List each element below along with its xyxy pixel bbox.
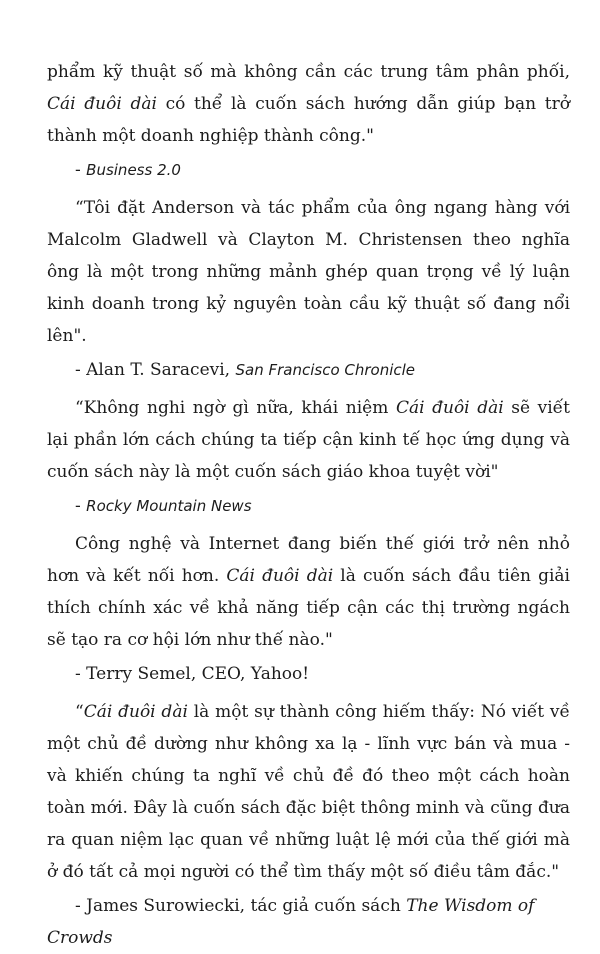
book-title-italic: Cái đuôi dài — [47, 94, 157, 114]
quote-attribution-4: - Terry Semel, CEO, Yahoo! — [75, 664, 310, 684]
quote-paragraph-1: phẩm kỹ thuật số mà không cần các trung tâm phân phối, Cái đuôi dài có thể là cuốn sách hướng dẫn giúp bạn trở thành một doanh nghiệp thành công." — [47, 62, 570, 146]
book-title-italic: The Wisdom of Crowds — [47, 896, 535, 948]
quote-attribution-2: - Alan T. Saracevi, San Francisco Chronicle — [75, 360, 416, 380]
quote-attribution-1: - Business 2.0 — [75, 160, 181, 180]
quote-paragraph-2: “Tôi đặt Anderson và tác phẩm của ông ngang hàng với Malcolm Gladwell và Clayton M. Christensen theo nghĩa ông là một trong những mảnh ghép quan trọng về lý luận kinh doanh trong kỷ nguyên toàn cầu kỹ thuật số đang nổi lên". — [47, 198, 570, 346]
book-title-italic: Cái đuôi dài — [226, 566, 334, 586]
quote-paragraph-3: “Không nghi ngờ gì nữa, khái niệm Cái đuôi dài sẽ viết lại phần lớn cách chúng ta tiếp cận kinh tế học ứng dụng và cuốn sách này là một cuốn sách giáo khoa tuyệt vời" — [47, 398, 570, 482]
quote-attribution-3: - Rocky Mountain News — [75, 496, 252, 516]
quote-attribution-5: - James Surowiecki, tác giả cuốn sách The Wisdom of Crowds — [47, 896, 535, 948]
book-title-italic: Cái đuôi dài — [83, 702, 188, 722]
quote-paragraph-4: Công nghệ và Internet đang biến thế giới trở nên nhỏ hơn và kết nối hơn. Cái đuôi dài là cuốn sách đầu tiên giải thích chính xác về khả năng tiếp cận các thị trường ngách sẽ tạo ra cơ hội lớn như thế nào." — [47, 534, 570, 650]
quote-paragraph-5: “Cái đuôi dài là một sự thành công hiếm thấy: Nó viết về một chủ đề dường như không xa lạ - lĩnh vực bán và mua - và khiến chúng ta nghĩ về chủ đề đó theo một cách hoàn toàn mới. Đây là cuốn sách đặc biệt thông minh và cũng đưa ra quan niệm lạc quan về những luật lệ mới của thế giới mà ở đó tất cả mọi người có thể tìm thấy một số điều tâm đắc." — [47, 702, 570, 882]
book-title-italic: Cái đuôi dài — [395, 398, 504, 418]
